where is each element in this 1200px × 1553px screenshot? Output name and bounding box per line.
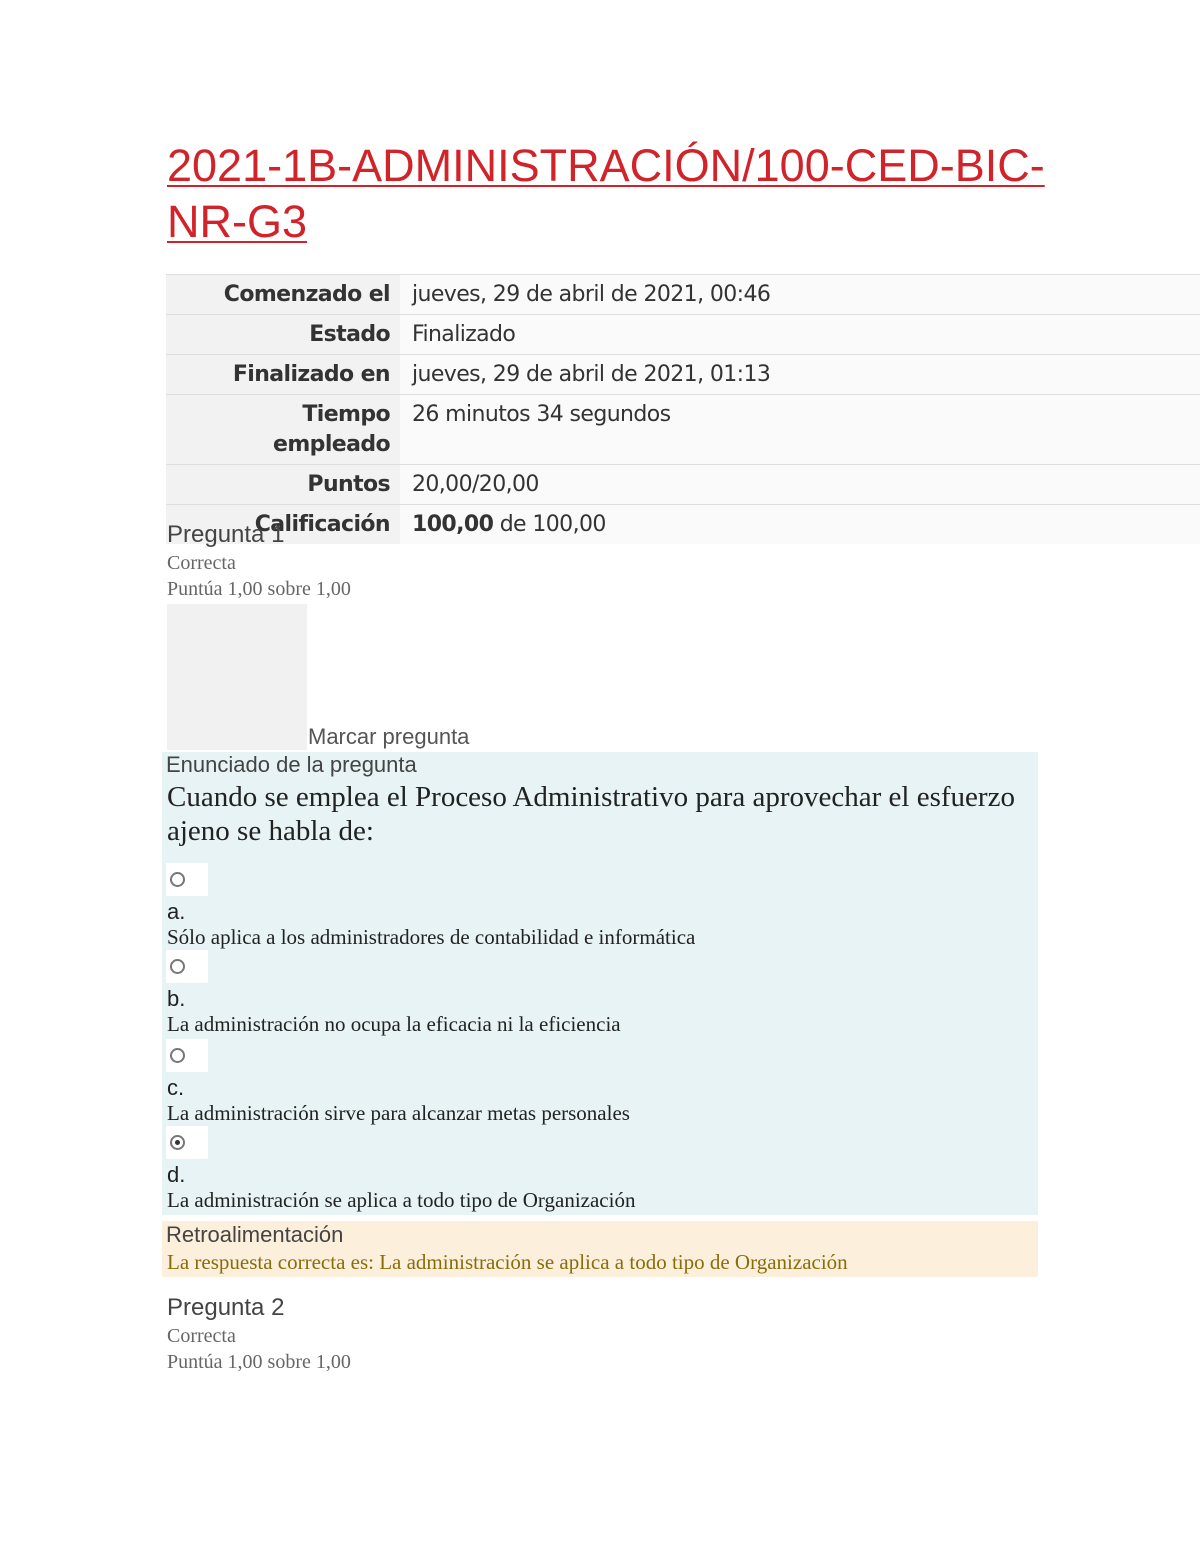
question-grade: Puntúa 1,00 sobre 1,00 [167, 578, 351, 600]
option-a-letter: a. [167, 899, 186, 924]
radio-checked-icon [170, 1135, 185, 1150]
feedback-label: Retroalimentación [166, 1222, 344, 1247]
question-1-info [167, 520, 351, 602]
summary-value: 20,00/20,00 [400, 465, 1200, 505]
question-state: Correcta [167, 1325, 236, 1347]
summary-label: Estado [166, 315, 400, 355]
summary-label: Tiempo empleado [166, 395, 400, 465]
question-2-info [167, 1293, 351, 1375]
option-d-letter: d. [167, 1162, 186, 1187]
option-b-letter: b. [167, 986, 186, 1011]
option-c-radio[interactable] [166, 1039, 208, 1072]
attempt-summary-table [166, 274, 1200, 544]
radio-icon [170, 959, 185, 974]
summary-row-time-taken [166, 395, 1200, 465]
option-c-letter: c. [167, 1075, 185, 1100]
option-d-text: La administración se aplica a todo tipo de Organización [167, 1188, 636, 1212]
question-text: Cuando se emplea el Proceso Administrativo para aprovechar el esfuerzo ajeno se habla de: [167, 781, 1015, 847]
option-b-text: La administración no ocupa la eficacia ni la eficiencia [167, 1012, 621, 1036]
summary-label: Finalizado en [166, 355, 400, 395]
option-b-radio[interactable] [166, 950, 208, 983]
summary-value [400, 505, 1200, 545]
summary-row-finished [166, 355, 1200, 395]
page-title[interactable]: 2021-1B-ADMINISTRACIÓN/100-CED-BIC-NR-G3 [167, 140, 1045, 247]
question-number: Pregunta 2 [167, 1294, 285, 1321]
summary-row-started [166, 275, 1200, 315]
radio-icon [170, 872, 185, 887]
question-statement-label: Enunciado de la pregunta [166, 752, 417, 777]
grade-max: de 100,00 [493, 512, 606, 537]
summary-label: Puntos [166, 465, 400, 505]
feedback-text: La respuesta correcta es: La administración se aplica a todo tipo de Organización [167, 1250, 848, 1274]
summary-row-points [166, 465, 1200, 505]
summary-label: Comenzado el [166, 275, 400, 315]
option-a-text: Sólo aplica a los administradores de contabilidad e informática [167, 925, 696, 949]
grade-score: 100,00 [412, 512, 494, 537]
summary-row-state [166, 315, 1200, 355]
summary-value: 26 minutos 34 segundos [400, 395, 1200, 465]
option-d-radio[interactable] [166, 1126, 208, 1159]
question-state: Correcta [167, 552, 236, 574]
summary-value: jueves, 29 de abril de 2021, 01:13 [400, 355, 1200, 395]
radio-icon [170, 1048, 185, 1063]
summary-value: Finalizado [400, 315, 1200, 355]
question-grade: Puntúa 1,00 sobre 1,00 [167, 1351, 351, 1373]
option-c-text: La administración sirve para alcanzar metas personales [167, 1101, 630, 1125]
question-number: Pregunta 1 [167, 521, 285, 548]
flag-icon[interactable] [167, 604, 307, 750]
option-a-radio[interactable] [166, 863, 208, 896]
summary-label: Calificación [166, 505, 400, 545]
flag-question-link[interactable]: Marcar pregunta [308, 724, 470, 749]
summary-value: jueves, 29 de abril de 2021, 00:46 [400, 275, 1200, 315]
